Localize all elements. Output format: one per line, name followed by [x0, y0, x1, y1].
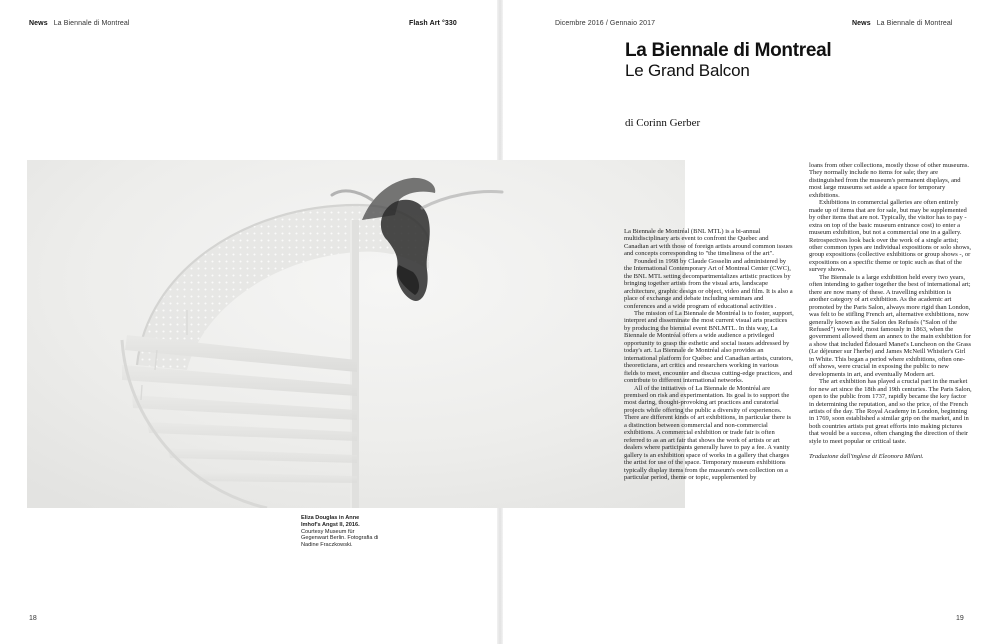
- staircase-photograph: [27, 160, 685, 508]
- running-head-title: La Biennale di Montreal: [876, 20, 953, 27]
- caption-body: Courtesy Museum für Gegenwart Berlin. Fotografia di Nadine Fraczkowski.: [301, 528, 379, 549]
- translation-credit: Traduzione dall'inglese di Eleonora Milani.: [809, 453, 924, 461]
- paragraph: La Biennale de Montréal (BNL MTL) is a bi-annual multidisciplinary arts event to confront the Quebec and Canadian art with those of foreign artists around common issues and concepts corresponding to "the timeliness of the art".: [624, 228, 793, 258]
- text-column-2: [809, 162, 972, 461]
- left-folio: 18: [29, 615, 37, 622]
- issue-label: Flash Art °330: [409, 20, 457, 27]
- paragraph: Founded in 1998 by Claude Gosselin and administered by the International Contemporary Art of Montreal Center (CWC), the BNL MTL setting decompartmentalizes artistic practices by bringing together artists from the visual arts, landscape architecture, graphic design or object, video and film. It is also a place of exchange and debate including seminars and conferences and a wide program of educational activities .: [624, 257, 793, 310]
- paragraph: The mission of La Biennale de Montréal is to foster, support, interpret and disseminate the most current visual arts practices by producing the biennial event BNLMTL. In this way, La Biennale de Montréal offers a wide audience a privileged opportunity to grasp the esthetic and social issues addressed by today's art. La Biennale de Montréal also provides an international platform for Québec and Canadian artists, curators, theoreticians, art critics and researchers working in various fields to meet, encounter and discuss cutting-edge practices, and contribute to different international networks.: [624, 309, 794, 385]
- paragraph: The Biennale is a large exhibition held every two years, often intending to gather together the best of international art; there are now many of these. A travelling exhibition is another category of art exhibition. As the academic art promoted by the Paris Salon, always more rigid than London, was felt to be stifling French art, alternative exhibitions, now generally known as the Salon des Refusés ("Salon of the Refused") were held, most famously in 1863, when the government allowed them an annex to the main exhibition for a show that included Édouard Manet's Luncheon on the Grass (Le déjeuner sur l'herbe) and James McNeill Whistler's Girl in White. This began a period where exhibitions, often one-off shows, were crucial in exposing the public to new developments in art, and eventually Modern art.: [809, 273, 972, 378]
- staircase-illustration: [27, 160, 685, 508]
- article-heading: [625, 40, 965, 80]
- paragraph: The art exhibition has played a crucial part in the market for new art since the 18th and 19th centuries. The Paris Salon, open to the public from 1737, rapidly became the key factor in determining the reputation, and so the price, of the French artists of the day. The Royal Academy in London, beginning in 1769, soon established a similar grip on the market, and in both countries artists put great efforts into making pictures that would be a success, often changing the direction of their style to meet popular or critical taste.: [809, 378, 972, 445]
- running-head-section: News: [29, 20, 48, 27]
- article-title: La Biennale di Montreal: [625, 40, 832, 61]
- right-folio: 19: [956, 615, 964, 622]
- left-running-head: [29, 20, 130, 27]
- photo-caption: [301, 515, 379, 549]
- article-subtitle: Le Grand Balcon: [625, 61, 750, 80]
- paragraph: All of the initiatives of La Biennale de Montréal are premised on risk and experimentation. Its goal is to support the most daring, thought-provoking art practices and curatorial projects while offering the public a diversity of experiences. There are different kinds of art exhibitions, in particular there is a distinction between commercial and non-commercial exhibitions. A commercial exhibition or trade fair is often referred to as an art fair that shows the work of artists or art dealers where participants generally have to pay a fee. A vanity gallery is an exhibition space of works in a gallery that charges the artist for use of the space. Temporary museum exhibitions typically display items from the museum's own collection on a particular period, theme or topic, supplemented by: [624, 384, 791, 481]
- running-head-title: La Biennale di Montreal: [53, 20, 130, 27]
- running-head-section: News: [852, 20, 871, 27]
- paragraph: Exhibitions in commercial galleries are often entirely made up of items that are for sale, but may be supplemented by other items that are not. Typically, the visitor has to pay - extra on top of the basic museum entrance cost) to enter a museum exhibition, but not a commercial one in a gallery. Retrospectives look back over the work of a single artist; other common types are individual expositions or solo shows, group expositions (collective exhibitions or group shows -, or expositions on a specific theme or topic such as that of the survey shows.: [809, 199, 972, 274]
- paragraph: loans from other collections, mostly those of other museums. They normally include no items for sale; they are distinguished from the museum's permanent displays, and most large museums set aside a space for temporary exhibitions.: [809, 162, 970, 199]
- article-byline: di Corinn Gerber: [625, 117, 701, 129]
- right-running-head: [852, 20, 953, 27]
- text-column-1: [624, 228, 794, 481]
- running-head-date: Dicembre 2016 / Gennaio 2017: [555, 20, 656, 27]
- running-head-issue: [409, 20, 457, 27]
- caption-title: Eliza Douglas in Anne Imhof's Angst II, 2016.: [301, 515, 360, 528]
